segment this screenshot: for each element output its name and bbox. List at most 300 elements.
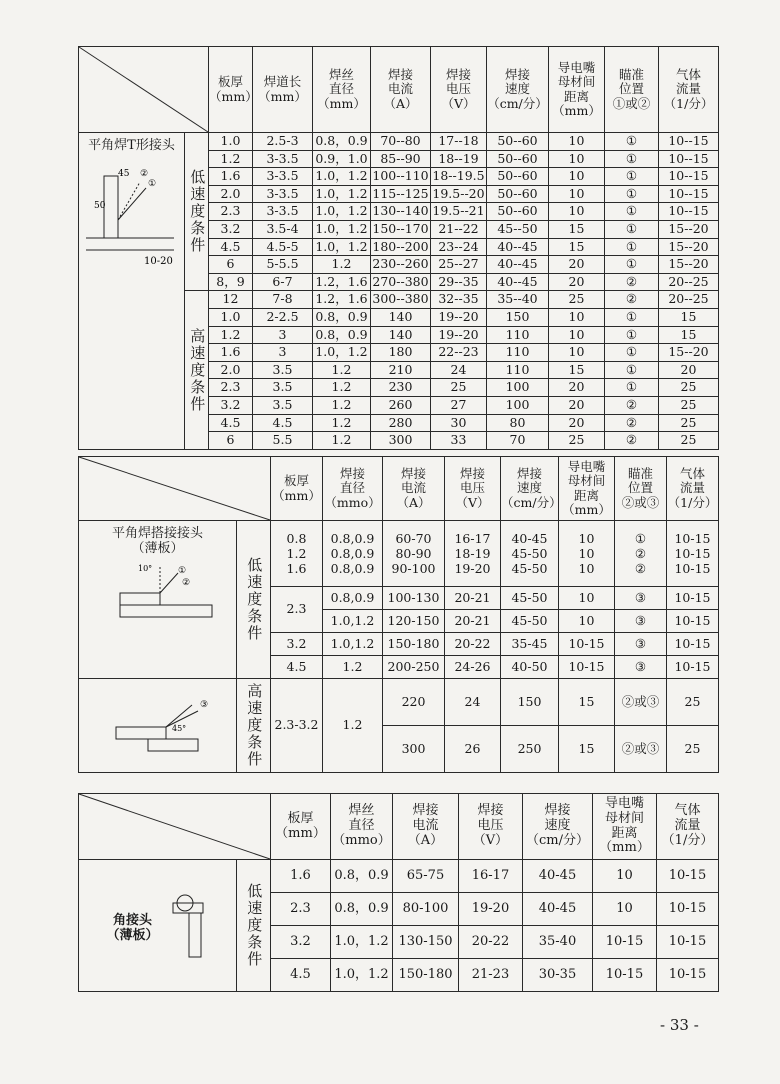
cell-gas-flow: 10-15	[667, 610, 719, 633]
cell-gas-flow: 10--15	[659, 150, 719, 168]
corner-joint-sketch	[169, 891, 209, 961]
header-current: 焊接 电流 （A）	[371, 47, 431, 133]
cell-aim: ②	[605, 273, 659, 291]
joint-title: 平角焊搭接接头	[111, 526, 203, 541]
table-row	[79, 860, 719, 893]
cell-current: 115--125	[372, 185, 429, 201]
cell-current: 230	[371, 379, 431, 397]
cell-aim: ②或③	[615, 726, 667, 773]
cell-wire-diameter: 1.0，1.2	[331, 926, 393, 959]
cell-tip-distance: 15	[549, 361, 605, 379]
cell-wire-diameter: 1.2	[313, 396, 371, 414]
cell-tip-distance: 10-15	[593, 959, 657, 992]
cell-aim: ①	[605, 379, 659, 397]
cell-tip-distance: 10-15	[593, 926, 657, 959]
cell-gas-flow: 15	[659, 308, 719, 326]
cell-aim: ③	[615, 610, 667, 633]
cell-gas-flow: 10--15	[659, 185, 719, 203]
cell-gas-flow: 10--15	[659, 203, 719, 221]
cell-wire-diameter: 0.8，0.9	[331, 860, 393, 893]
cell-tip-distance: 10	[593, 893, 657, 926]
cell-gas-flow: 10-15	[667, 587, 719, 610]
cell-thickness: 8，9	[209, 273, 253, 291]
cell-tip-distance: 15	[549, 220, 605, 238]
cell-thickness: 3.2	[209, 220, 253, 238]
cell-aim: ① ② ②	[615, 521, 667, 587]
cell-voltage: 19--20	[431, 326, 487, 344]
header-voltage: 焊接 电压 （V）	[459, 794, 523, 860]
sketch-mark-1: ②	[139, 168, 148, 179]
header-gas-flow: 气体 流量 （1/分）	[667, 457, 719, 521]
sketch-angle: 45°	[171, 723, 186, 733]
cell-voltage: 22--23	[431, 344, 487, 362]
cell-current: 150-180	[393, 959, 459, 992]
cell-current: 230--260	[372, 256, 429, 272]
cell-bead-length: 3	[253, 344, 313, 362]
cell-gas-flow: 25	[659, 414, 719, 432]
cell-aim: ①	[605, 133, 659, 151]
cell-thickness: 12	[209, 291, 253, 309]
cell-aim: ②	[605, 432, 659, 450]
cell-tip-distance: 10-15	[559, 633, 615, 656]
cell-thickness: 2.3	[209, 379, 253, 397]
cell-thickness: 3.2	[209, 396, 253, 414]
header-speed: 焊接 速度 （cm/分）	[487, 47, 549, 133]
cell-voltage: 18--19.5	[432, 168, 485, 184]
cell-wire-diameter: 1.2，1.6	[313, 273, 371, 291]
cell-current: 300	[371, 432, 431, 450]
cell-speed: 40-45 45-50 45-50	[501, 521, 559, 587]
sketch-angle: 45	[117, 168, 129, 179]
cell-thickness: 4.5	[271, 656, 323, 679]
cell-thickness: 1.2	[209, 150, 253, 168]
cell-bead-length: 2-2.5	[253, 308, 313, 326]
header-current: 焊接 电流 （A）	[383, 457, 445, 521]
header-voltage: 焊接 电压 （V）	[445, 457, 501, 521]
cell-gas-flow: 10-15	[657, 860, 719, 893]
cell-wire-diameter: 1.2，1.6	[313, 291, 371, 309]
cell-speed: 35-45	[501, 633, 559, 656]
cell-aim: ①	[605, 203, 659, 221]
cell-gas-flow: 15--20	[659, 220, 719, 238]
lap-sketch-1	[98, 561, 218, 627]
cell-wire-diameter: 1.0，1.2	[313, 168, 371, 186]
cell-wire-diameter: 1.0，1.2	[313, 238, 371, 256]
cell-aim: ①	[605, 308, 659, 326]
cell-bead-length: 3-3.5	[253, 150, 313, 168]
cell-wire-diameter: 1.2	[323, 679, 383, 773]
cell-bead-length: 3-3.5	[253, 185, 313, 203]
t-joint-table	[78, 46, 719, 450]
cell-speed: 30-35	[523, 959, 593, 992]
table3-corner	[79, 794, 271, 860]
sketch-mark: ③	[199, 699, 208, 710]
header-aim: 瞄准 位置 ②或③	[615, 457, 667, 521]
cell-speed: 150	[487, 308, 549, 326]
cell-tip-distance: 15	[559, 679, 615, 726]
cell-gas-flow: 15--20	[659, 238, 719, 256]
header-current: 焊接 电流 （A）	[393, 794, 459, 860]
cell-wire-diameter: 0.8,0.9 0.8,0.9 0.8,0.9	[323, 521, 383, 587]
cell-bead-length: 3.5	[253, 396, 313, 414]
cell-gas-flow: 10--15	[659, 168, 719, 186]
cell-current: 70--80	[371, 133, 431, 151]
cell-gas-flow: 25	[659, 379, 719, 397]
page-number: - 33 -	[660, 1016, 699, 1034]
cell-voltage: 33	[431, 432, 487, 450]
joint-cell	[79, 860, 237, 992]
cell-tip-distance: 10 10 10	[559, 521, 615, 587]
cell-thickness: 6	[209, 256, 253, 274]
cell-current: 220	[383, 679, 445, 726]
joint-subtitle: （薄板）	[106, 927, 159, 943]
cell-tip-distance: 10	[549, 150, 605, 168]
cell-speed: 150	[501, 679, 559, 726]
cell-thickness: 1.0	[209, 133, 253, 151]
condition-high: 高速度条件	[185, 291, 209, 449]
cell-voltage: 32--35	[431, 291, 487, 309]
cell-speed: 80	[487, 414, 549, 432]
cell-wire-diameter: 0.8，0.9	[331, 893, 393, 926]
cell-current: 180	[371, 344, 431, 362]
cell-voltage: 25	[431, 379, 487, 397]
joint-cell	[79, 133, 185, 450]
cell-aim: ②	[605, 396, 659, 414]
cell-thickness: 3.2	[271, 926, 331, 959]
cell-gas-flow: 15--20	[659, 344, 719, 362]
condition-low: 低速度条件	[237, 860, 271, 992]
cell-current: 130-150	[393, 926, 459, 959]
header-tip-distance: 导电嘴 母材间 距离 （mm）	[549, 47, 605, 133]
cell-tip-distance: 25	[549, 291, 605, 309]
cell-aim: ①	[605, 256, 659, 274]
cell-speed: 45-50	[501, 610, 559, 633]
header-wire-diameter: 焊接 直径 （mmo）	[323, 457, 383, 521]
cell-current: 60-70 80-90 90-100	[383, 521, 445, 587]
cell-tip-distance: 20	[549, 379, 605, 397]
cell-bead-length: 4.5	[253, 414, 313, 432]
cell-thickness: 2.0	[209, 185, 253, 203]
header-gas-flow: 气体 流量 （1/分）	[657, 794, 719, 860]
cell-wire-diameter: 0.8，0.9	[313, 308, 371, 326]
cell-current: 140	[371, 308, 431, 326]
cell-gas-flow: 10--15	[659, 133, 719, 151]
cell-thickness: 1.2	[209, 326, 253, 344]
cell-speed: 110	[487, 361, 549, 379]
header-gas-flow: 气体 流量 （1/分）	[659, 47, 719, 133]
cell-bead-length: 6-7	[253, 273, 313, 291]
lap-joint-table	[78, 456, 719, 773]
cell-aim: ①	[605, 150, 659, 168]
header-bead-length: 焊道长 （mm）	[253, 47, 313, 133]
header-tip-distance: 导电嘴 母材间 距离 （mm）	[593, 794, 657, 860]
cell-current: 150-180	[383, 633, 445, 656]
cell-aim: ①	[605, 344, 659, 362]
cell-voltage: 20-21	[445, 610, 501, 633]
cell-gas-flow: 25	[667, 726, 719, 773]
header-thickness: 板厚 （mm）	[271, 794, 331, 860]
cell-voltage: 24-26	[445, 656, 501, 679]
cell-tip-distance: 10	[593, 860, 657, 893]
cell-current: 65-75	[393, 860, 459, 893]
sketch-dim: 50	[93, 200, 105, 211]
cell-wire-diameter: 1.2	[323, 656, 383, 679]
cell-current: 200-250	[383, 656, 445, 679]
cell-wire-diameter: 1.2	[313, 432, 371, 450]
cell-tip-distance: 20	[549, 396, 605, 414]
cell-gas-flow: 10-15	[657, 959, 719, 992]
cell-current: 280	[371, 414, 431, 432]
cell-thickness: 2.0	[209, 361, 253, 379]
header-aim: 瞄准 位置 ①或②	[605, 47, 659, 133]
cell-wire-diameter: 0.8，0.9	[313, 133, 371, 151]
cell-current: 85--90	[371, 150, 431, 168]
cell-speed: 50--60	[487, 185, 549, 203]
sketch-mark-1: ①	[177, 565, 186, 576]
cell-current: 130--140	[372, 203, 429, 219]
cell-wire-diameter: 1.0，1.2	[313, 185, 371, 203]
cell-gas-flow: 10-15	[657, 893, 719, 926]
cell-thickness: 1.6	[209, 344, 253, 362]
cell-current: 100-130	[383, 587, 445, 610]
cell-gas-flow: 20	[659, 361, 719, 379]
cell-bead-length: 3.5	[253, 379, 313, 397]
cell-thickness: 1.6	[209, 168, 253, 186]
cell-speed: 250	[501, 726, 559, 773]
cell-speed: 50--60	[487, 150, 549, 168]
cell-wire-diameter: 0.8,0.9	[323, 587, 383, 610]
sketch-angle: 10°	[137, 563, 152, 573]
cell-speed: 45--50	[487, 220, 549, 238]
cell-current: 260	[371, 396, 431, 414]
cell-thickness: 2.3	[271, 893, 331, 926]
joint-cell	[79, 521, 237, 679]
cell-current: 120-150	[383, 610, 445, 633]
cell-speed: 45-50	[501, 587, 559, 610]
table-row	[79, 679, 719, 726]
cell-bead-length: 3	[253, 326, 313, 344]
cell-voltage: 30	[431, 414, 487, 432]
header-thickness: 板厚 （mm）	[271, 457, 323, 521]
cell-wire-diameter: 1.2	[313, 361, 371, 379]
cell-current: 180--200	[372, 238, 429, 254]
cell-voltage: 18--19	[431, 150, 487, 168]
cell-thickness: 0.8 1.2 1.6	[271, 521, 323, 587]
cell-aim: ①	[605, 185, 659, 203]
cell-tip-distance: 10	[549, 308, 605, 326]
cell-bead-length: 3-3.5	[253, 203, 313, 221]
cell-gas-flow: 20--25	[659, 273, 719, 291]
cell-aim: ③	[615, 587, 667, 610]
header-wire-diameter: 焊丝 直径 （mm）	[313, 47, 371, 133]
cell-wire-diameter: 1.0，1.2	[313, 344, 371, 362]
cell-current: 270--380	[372, 273, 429, 289]
header-wire-diameter: 焊丝 直径 （mmo）	[331, 794, 393, 860]
condition-low: 低速度条件	[237, 521, 271, 679]
cell-speed: 50--60	[487, 133, 549, 151]
cell-thickness: 1.0	[209, 308, 253, 326]
cell-gas-flow: 25	[667, 679, 719, 726]
cell-speed: 40-45	[523, 893, 593, 926]
condition-low: 低速度条件	[185, 133, 209, 291]
cell-thickness: 4.5	[209, 238, 253, 256]
cell-gas-flow: 10-15 10-15 10-15	[667, 521, 719, 587]
header-speed: 焊接 速度 （cm/分）	[523, 794, 593, 860]
cell-current: 300--380	[372, 291, 429, 307]
cell-wire-diameter: 1.0，1.2	[331, 959, 393, 992]
cell-speed: 110	[487, 326, 549, 344]
cell-voltage: 25--27	[431, 256, 487, 274]
cell-tip-distance: 10	[549, 168, 605, 186]
cell-voltage: 16-17	[459, 860, 523, 893]
table-row	[79, 133, 719, 151]
cell-tip-distance: 20	[549, 273, 605, 291]
sketch-mark-2: ②	[181, 577, 190, 588]
header-thickness: 板厚 （mm）	[209, 47, 253, 133]
cell-thickness: 2.3-3.2	[271, 679, 323, 773]
cell-current: 300	[383, 726, 445, 773]
cell-gas-flow: 15--20	[659, 256, 719, 274]
cell-aim: ③	[615, 656, 667, 679]
cell-gas-flow: 15	[659, 326, 719, 344]
cell-tip-distance: 10	[559, 610, 615, 633]
cell-current: 210	[371, 361, 431, 379]
header-voltage: 焊接 电压 （V）	[431, 47, 487, 133]
cell-aim: ③	[615, 633, 667, 656]
cell-thickness: 2.3	[209, 203, 253, 221]
cell-voltage: 19-20	[459, 893, 523, 926]
cell-voltage: 29--35	[431, 273, 487, 291]
cell-voltage: 20-21	[445, 587, 501, 610]
cell-wire-diameter: 0.9，1.0	[313, 150, 371, 168]
cell-aim: ②	[605, 291, 659, 309]
cell-speed: 110	[487, 344, 549, 362]
cell-tip-distance: 10	[549, 326, 605, 344]
cell-aim: ①	[605, 361, 659, 379]
cell-current: 140	[371, 326, 431, 344]
cell-tip-distance: 10-15	[559, 656, 615, 679]
joint-cell-2	[79, 679, 237, 773]
cell-current: 80-100	[393, 893, 459, 926]
cell-wire-diameter: 1.0，1.2	[313, 220, 371, 238]
cell-thickness: 2.3	[271, 587, 323, 633]
cell-speed: 35-40	[523, 926, 593, 959]
table-row	[79, 521, 719, 587]
cell-voltage: 17--18	[431, 133, 487, 151]
header-tip-distance: 导电嘴 母材间 距离 （mm）	[559, 457, 615, 521]
cell-tip-distance: 10	[549, 185, 605, 203]
cell-voltage: 24	[431, 361, 487, 379]
cell-tip-distance: 10	[549, 344, 605, 362]
cell-speed: 70	[487, 432, 549, 450]
cell-thickness: 3.2	[271, 633, 323, 656]
table2-corner	[79, 457, 271, 521]
cell-gas-flow: 20--25	[659, 291, 719, 309]
cell-bead-length: 7-8	[253, 291, 313, 309]
cell-speed: 40--45	[487, 256, 549, 274]
cell-voltage: 19.5--21	[432, 203, 485, 219]
cell-tip-distance: 20	[549, 256, 605, 274]
joint-title: 平角焊T形接头	[88, 138, 175, 153]
cell-voltage: 19--20	[431, 308, 487, 326]
cell-bead-length: 5.5	[253, 432, 313, 450]
cell-wire-diameter: 0.8，0.9	[313, 326, 371, 344]
cell-wire-diameter: 1.0,1.2	[323, 610, 383, 633]
cell-aim: ②或③	[615, 679, 667, 726]
cell-speed: 40-45	[523, 860, 593, 893]
cell-voltage: 23--24	[431, 238, 487, 256]
cell-speed: 35--40	[487, 291, 549, 309]
cell-aim: ①	[605, 168, 659, 186]
cell-wire-diameter: 1.0,1.2	[323, 633, 383, 656]
cell-speed: 40--45	[487, 238, 549, 256]
cell-thickness: 6	[209, 432, 253, 450]
cell-bead-length: 2.5-3	[253, 133, 313, 151]
cell-current: 100--110	[372, 168, 429, 184]
cell-tip-distance: 10	[549, 133, 605, 151]
cell-gas-flow: 10-15	[657, 926, 719, 959]
lap-sketch-2	[98, 697, 218, 759]
condition-high: 高速度条件	[237, 679, 271, 773]
cell-voltage: 20-22	[445, 633, 501, 656]
cell-voltage: 21-23	[459, 959, 523, 992]
cell-tip-distance: 25	[549, 432, 605, 450]
corner-joint-table	[78, 793, 719, 992]
joint-subtitle: （薄板）	[131, 540, 184, 556]
cell-speed: 40--45	[487, 273, 549, 291]
cell-tip-distance: 15	[559, 726, 615, 773]
cell-aim: ①	[605, 220, 659, 238]
cell-thickness: 1.6	[271, 860, 331, 893]
cell-gas-flow: 10-15	[667, 656, 719, 679]
cell-bead-length: 3.5-4	[253, 220, 313, 238]
t-joint-sketch	[82, 158, 182, 268]
cell-speed: 50--60	[487, 203, 549, 221]
cell-gas-flow: 25	[659, 396, 719, 414]
sketch-mark-2: ①	[147, 178, 156, 189]
cell-voltage: 21--22	[431, 220, 487, 238]
cell-tip-distance: 15	[549, 238, 605, 256]
cell-speed: 40-50	[501, 656, 559, 679]
cell-speed: 100	[487, 379, 549, 397]
cell-current: 150--170	[372, 221, 429, 237]
cell-wire-diameter: 1.0，1.2	[313, 203, 371, 221]
sketch-gap: 10-20	[143, 255, 173, 267]
cell-voltage: 26	[445, 726, 501, 773]
cell-voltage: 16-17 18-19 19-20	[445, 521, 501, 587]
cell-aim: ②	[605, 414, 659, 432]
cell-speed: 100	[487, 396, 549, 414]
cell-thickness: 4.5	[209, 414, 253, 432]
cell-wire-diameter: 1.2	[313, 414, 371, 432]
cell-bead-length: 5-5.5	[253, 256, 313, 274]
header-speed: 焊接 速度 （cm/分）	[501, 457, 559, 521]
joint-title: 角接头	[112, 912, 152, 928]
cell-tip-distance: 10	[549, 203, 605, 221]
table1-corner	[79, 47, 209, 133]
cell-gas-flow: 25	[659, 432, 719, 450]
cell-bead-length: 4.5-5	[253, 238, 313, 256]
cell-bead-length: 3-3.5	[253, 168, 313, 186]
cell-aim: ①	[605, 238, 659, 256]
cell-gas-flow: 10-15	[667, 633, 719, 656]
cell-wire-diameter: 1.2	[313, 379, 371, 397]
cell-bead-length: 3.5	[253, 361, 313, 379]
cell-wire-diameter: 1.2	[313, 256, 371, 274]
cell-tip-distance: 20	[549, 414, 605, 432]
cell-speed: 50--60	[487, 168, 549, 186]
cell-voltage: 20-22	[459, 926, 523, 959]
